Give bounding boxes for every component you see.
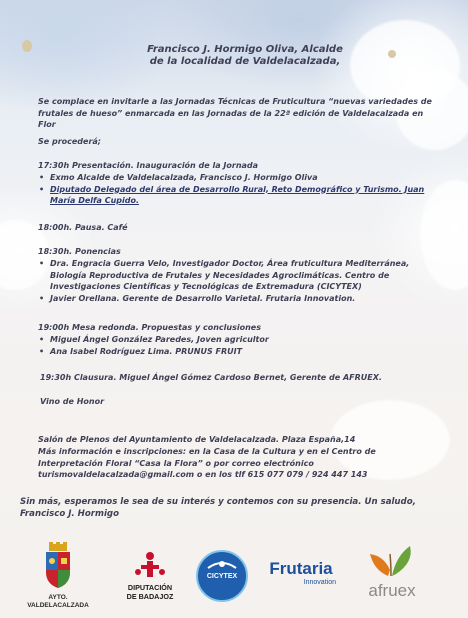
header-line-2: de la localidad de Valdelacalzada, [149, 56, 341, 67]
letter-header [120, 44, 370, 68]
coat-of-arms-icon [18, 542, 98, 590]
ayto-name: VALDELACALZADA [27, 602, 89, 609]
info-paragraph: Más información e inscripciones: en la Casa de la Cultura y en el Centro de Interpretación Floral “Casa la Flora” o por correo electrónico turismovaldelacalzada@gmail.com o en los tlf 615 077 079 / 924 447 143 [38, 447, 376, 479]
list-item: • Ana Isabel Rodríguez Lima. PRUNUS FRUIT [38, 346, 436, 358]
diputacion-emblem-icon [116, 548, 184, 580]
talks-title: 18:30h. Ponencias [38, 247, 121, 256]
roundtable-list [38, 334, 436, 357]
ayto-label: AYTO. [48, 594, 68, 601]
pause-label: 18:00h. Pausa. Café [38, 223, 128, 232]
presentation-title: 17:30h Presentación. Inauguración de la Jornada [38, 161, 259, 170]
closure-label: 19:30h Clausura. Miguel Ángel Gómez Cardoso Bernet, Gerente de AFRUEX. [40, 373, 382, 382]
frutaria-subtitle: Innovation [303, 579, 336, 586]
sponsor-logos [0, 538, 468, 618]
wine-label: Vino de Honor [40, 397, 105, 406]
frutaria-name: Frutaria [269, 559, 333, 578]
header-line-1: Francisco J. Hormigo Oliva, Alcalde [147, 44, 343, 55]
talks-list [38, 258, 436, 304]
diputacion-label: DIPUTACIÓN [127, 583, 173, 592]
intro-paragraph: Se complace en invitarle a las Jornadas Técnicas de Fruticultura “nuevas variedades de frutales de hueso” enmarcada en las Jornadas de la 22ª edición de Valdelacalzada en Flor [38, 97, 432, 129]
proceed-label: Se procederá; [38, 137, 102, 146]
cicytex-logo [196, 550, 248, 602]
ayto-valdelacalzada-logo [18, 542, 98, 616]
list-item: • Javier Orellana. Gerente de Desarrollo Varietal. Frutaria Innovation. [38, 293, 436, 305]
closing-paragraph: Sin más, esperamos le sea de su interés y contemos con su presencia. Un saludo, Francisco J. Hormigo [20, 497, 416, 519]
diputacion-name: DE BADAJOZ [126, 591, 174, 601]
frutaria-logo [262, 560, 340, 600]
afruex-leaf-icon [344, 540, 440, 578]
afruex-logo [344, 540, 440, 604]
diputacion-badajoz-logo [116, 548, 184, 614]
presentation-list [38, 172, 436, 207]
list-item: • Exmo Alcalde de Valdelacalzada, Francisco J. Hormigo Oliva [38, 172, 436, 184]
venue-line: Salón de Plenos del Ayuntamiento de Valdelacalzada. Plaza España,14 [38, 435, 356, 444]
roundtable-title: 19:00h Mesa redonda. Propuestas y conclusiones [38, 323, 261, 332]
list-item: • Miguel Ángel González Paredes, Joven agricultor [38, 334, 436, 346]
list-item: • Diputado Delegado del área de Desarrollo Rural, Reto Demográfico y Turismo. Juan María Delfa Cupido. [38, 184, 436, 207]
afruex-name: afruex [368, 581, 416, 600]
list-item: • Dra. Engracia Guerra Velo, Investigador Doctor, Área fruticultura Mediterránea, Biología Reproductiva de Frutales y Necesidades Agroclimáticas. Centro de Investigaciones Científicas y Tecnológicas de Extremadura (CICYTEX) [38, 258, 436, 293]
cicytex-label: CICYTEX [206, 573, 238, 580]
